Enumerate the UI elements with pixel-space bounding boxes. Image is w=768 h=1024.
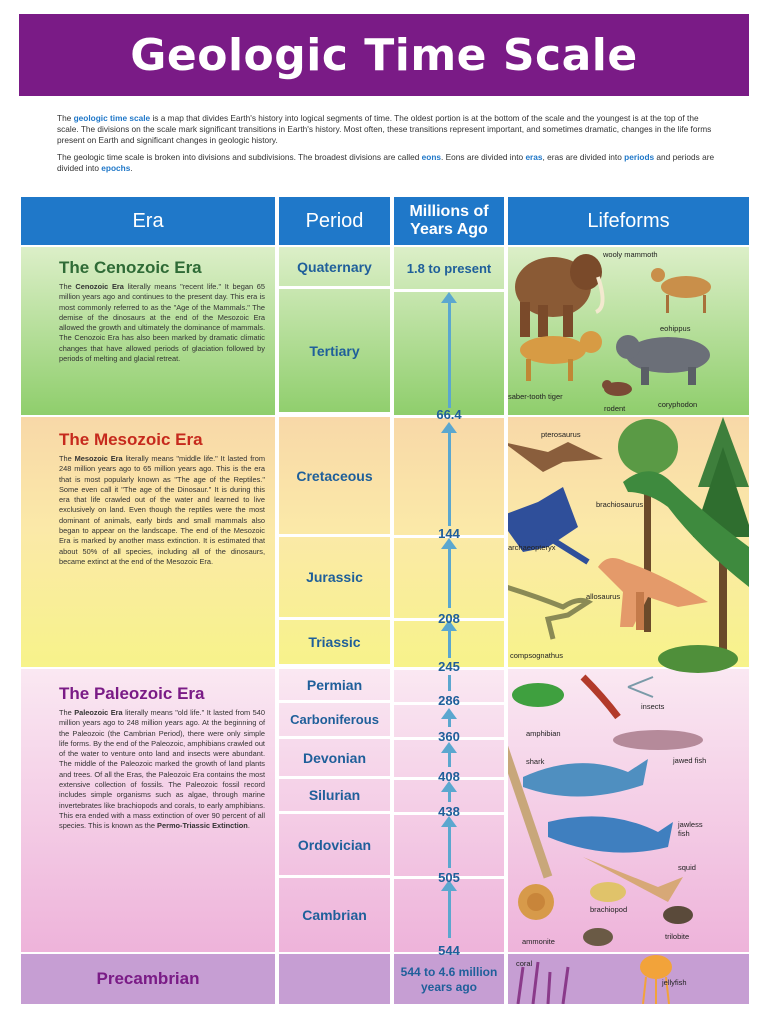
label-ammonite: ammonite [522,937,555,946]
page-title: Geologic Time Scale [130,29,638,81]
mesozoic-era-cell [21,422,275,662]
mesozoic-description: The Mesozoic Era literally means "middle life." It lasted from 248 million years ago to 65 million years ago. This is the era that is most popularly known as "The age of the Reptiles." Some even call it "The age of the Dinosaur." It is during this era that life crawled out of the water and learned to live exclusively on land. Even though the reptiles were the most dominant of animals, early birds and small mammals also began to appear on the landscape. The end of the Mesozoic Era is marked by another mass extinction. It is estimated that about 50% of all species, including all of the dinosaurs, became extinct at the end of the Mesozoic Era. [59,454,265,566]
mesozoic-title: The Mesozoic Era [59,430,203,449]
period-cretaceous: Cretaceous [279,417,390,537]
paleozoic-title: The Paleozoic Era [59,684,205,703]
jawless-fish-illustration [548,816,673,852]
compsognathus-illustration [508,587,588,639]
period-devonian: Devonian [279,739,390,779]
snail-illustration [583,928,613,946]
mya-precambrian: 544 to 4.6 million years ago [400,965,498,994]
label-squid: squid [678,863,696,872]
label-trilobite: trilobite [665,932,690,941]
label-insects: insects [641,702,665,711]
time-arrow-head [441,292,457,303]
mya-66: 66.4 [436,407,462,422]
label-jawed-fish: jawed fish [673,756,707,765]
label-pterosaurus: pterosaurus [541,430,581,439]
header-lifeforms: Lifeforms [508,197,749,245]
amphibian-illustration [512,683,564,707]
label-compsognathus: compsognathus [510,651,563,660]
ammonite-illustration [518,884,554,920]
period-tertiary: Tertiary [279,289,390,415]
lifeforms-illustration [508,247,749,1004]
time-arrow-line [448,430,451,526]
title-banner [19,14,749,96]
trilobite-illustration [663,906,693,924]
cenozoic-description: The Cenozoic Era literally means "recent life." It began 65 million years ago and continues to the present day. This era is most commonly referred to as the "Age of the Mammals." The demise of the dinosaurs at the end of the Mesozoic Era allowed the growth and ultimately the dominance of mammals. The Cenozoic Era has also been marked by dramatic climatic changes that have allowed periods of glaciation followed by periods of melting and glacial retreat. [59,282,265,364]
ferns-illustration [658,645,738,673]
eohippus-illustration [651,268,711,313]
time-arrow-line [448,546,451,608]
period-triassic: Triassic [279,620,390,667]
centipede-illustration [583,677,618,717]
label-amphibian: amphibian [526,729,561,738]
time-arrow-line [448,628,451,658]
time-arrow-head [441,422,457,433]
brachiopod-illustration [590,882,626,902]
pterosaurus-illustration [508,442,603,472]
period-jurassic: Jurassic [279,537,390,620]
wooly-mammoth-illustration [515,254,603,337]
label-archaeopteryx: archaeopteryx [508,543,556,552]
time-arrow-line [448,675,451,691]
period-quaternary: Quaternary [279,247,390,289]
period-silurian: Silurian [279,779,390,814]
intro-paragraph-1: The geologic time scale is a map that divides Earth's history into logical segments of time. The oldest portion is at the bottom of the scale and the youngest is at the top of the scale. The divisions on the scale mark significant transitions in Earth's history. Most often, these transitions represent important, and sometimes dramatic, changes in the life forms present on Earth and significant changes in geologic history. [57,113,712,145]
label-wooly-mammoth: wooly mammoth [603,250,658,259]
period-permian: Permian [279,669,390,703]
label-saber-tooth: saber-tooth tiger [508,392,563,401]
paleozoic-era-cell [21,676,275,948]
mya-245: 245 [438,659,460,674]
period-carboniferous: Carboniferous [279,703,390,739]
time-arrow-line [448,888,451,938]
time-arrow-head [441,708,457,719]
lifeforms-panel [508,247,749,1004]
mya-208: 208 [438,611,460,626]
label-coryphodon: coryphodon [658,400,698,409]
intro-paragraph-2: The geologic time scale is broken into divisions and subdivisions. The broadest divisions are called eons. Eons are divided into eras, eras are divided into periods and periods are divided into epochs. [57,152,715,173]
precambrian-title: Precambrian [96,969,200,988]
header-era: Era [21,197,275,245]
period-cambrian: Cambrian [302,907,367,923]
insect-illustration [628,677,653,697]
jawed-fish-illustration [613,730,703,750]
label-rodent: rodent [604,404,626,413]
label-brachiopod: brachiopod [590,905,628,914]
label-brachiosaurus: brachiosaurus [596,500,644,509]
header-period: Period [279,197,390,245]
label-shark: shark [526,757,545,766]
rodent-illustration [602,380,632,396]
label-coral: coral [516,959,533,968]
mya-505: 505 [438,870,460,885]
label-eohippus: eohippus [660,324,691,333]
coryphodon-illustration [616,335,710,385]
header-mya: Millions of Years Ago [394,197,504,245]
precambrian-period-cell [279,954,390,1004]
mya-360: 360 [438,729,460,744]
cenozoic-title: The Cenozoic Era [59,258,202,277]
mya-438: 438 [438,804,460,819]
time-arrow-line [448,823,451,868]
mya-544: 544 [438,943,460,958]
period-ordovician: Ordovician [279,814,390,878]
paleozoic-description: The Paleozoic Era literally means "old life." It lasted from 540 million years ago to 248 million years ago. At the beginning of the Paleozoic (the Cambrian Period), there were only simple life forms. By the end of the Paleozoic, amphibians crawled out of the water to venture onto land and insects were abundant. The middle of the Paleozoic marked the growth of land plants and trees. Of all the Eras, the Paleozoic Era contains the most extensive collection of fossils. The Paleozoic fossil record includes simple organisms such as algae, through marine invertebrates like brachiopods and corals, to early amphibians. This era ended with a mass extinction of over 90 percent of all species. This is known as the Permo-Triassic Extinction. [59,708,265,831]
cenozoic-era-cell [21,250,275,414]
label-allosaurus: allosaurus [586,592,621,601]
time-arrow-line [448,300,451,408]
mya-present: 1.8 to present [406,261,492,276]
mya-286: 286 [438,693,460,708]
saber-tooth-illustration [520,331,602,381]
mya-408: 408 [438,769,460,784]
mya-144: 144 [438,526,460,541]
intro-text [57,113,717,180]
label-jawless-fish: jawless fish [678,820,703,838]
coral-illustration [518,962,568,1004]
label-jellyfish: jellyfish [662,978,687,987]
